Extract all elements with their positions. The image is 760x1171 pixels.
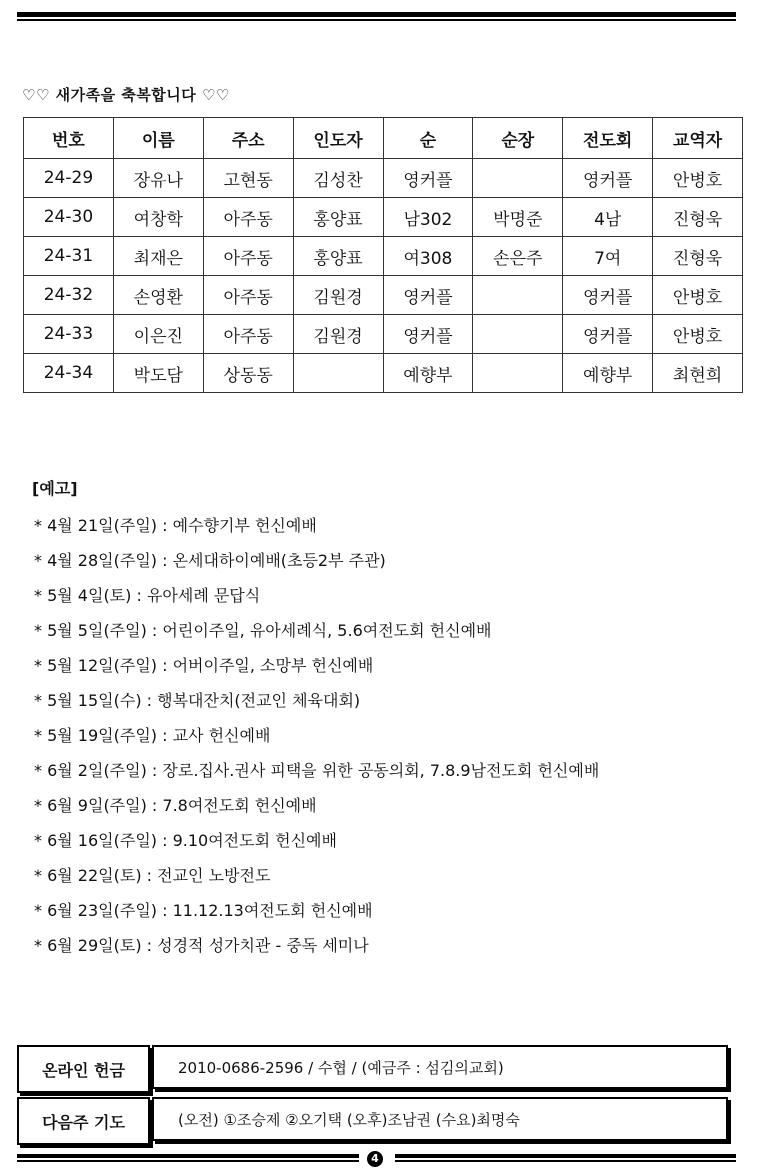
cell-name: 박도담 [113, 354, 203, 393]
cell-address: 아주동 [203, 276, 293, 315]
cell-guide: 홍양표 [293, 237, 383, 276]
cell-group: 예향부 [383, 354, 473, 393]
table-row [24, 237, 743, 276]
notice-list [34, 514, 599, 969]
cell-number: 24-29 [24, 159, 114, 198]
list-item: * 6월 29일(토) : 성경적 성가치관 - 중독 세미나 [34, 936, 369, 955]
cell-name: 여창학 [113, 198, 203, 237]
header-group: 순 [383, 118, 473, 159]
cell-address: 상동동 [203, 354, 293, 393]
table-row [24, 159, 743, 198]
cell-guide: 김성찬 [293, 159, 383, 198]
cell-pastor: 최현희 [653, 354, 743, 393]
list-item: * 6월 16일(주일) : 9.10여전도회 헌신예배 [34, 831, 337, 850]
cell-mission-society: 영커플 [563, 315, 653, 354]
table-row [24, 354, 743, 393]
list-item: * 4월 28일(주일) : 온세대하이예배(초등2부 주관) [34, 551, 386, 570]
table-row [24, 276, 743, 315]
cell-mission-society: 예향부 [563, 354, 653, 393]
new-family-heading: ♡♡ 새가족을 축복합니다 ♡♡ [22, 86, 230, 104]
bottom-border [17, 1153, 736, 1165]
cell-name: 손영환 [113, 276, 203, 315]
table-row [24, 315, 743, 354]
table-header-row [24, 118, 743, 159]
list-item: * 5월 12일(주일) : 어버이주일, 소망부 헌신예배 [34, 656, 374, 675]
cell-mission-society: 4남 [563, 198, 653, 237]
new-family-table [23, 117, 743, 393]
cell-group-leader: 박명준 [473, 198, 563, 237]
list-item: * 6월 9일(주일) : 7.8여전도회 헌신예배 [34, 796, 317, 815]
cell-guide: 김원경 [293, 315, 383, 354]
cell-number: 24-31 [24, 237, 114, 276]
cell-mission-society: 영커플 [563, 276, 653, 315]
online-offering-value: 2010-0686-2596 / 수협 / (예금주 : 섬김의교회) [152, 1045, 728, 1089]
cell-group: 영커플 [383, 276, 473, 315]
header-group-leader: 순장 [473, 118, 563, 159]
cell-mission-society: 영커플 [563, 159, 653, 198]
list-item: * 5월 19일(주일) : 교사 헌신예배 [34, 726, 271, 745]
cell-address: 고현동 [203, 159, 293, 198]
cell-guide: 김원경 [293, 276, 383, 315]
cell-group-leader [473, 354, 563, 393]
cell-group-leader [473, 276, 563, 315]
cell-group-leader: 손은주 [473, 237, 563, 276]
header-mission-society: 전도회 [563, 118, 653, 159]
list-item: * 5월 15일(수) : 행복대잔치(전교인 체육대회) [34, 691, 361, 710]
cell-address: 아주동 [203, 315, 293, 354]
list-item: * 5월 5일(주일) : 어린이주일, 유아세례식, 5.6여전도회 헌신예배 [34, 621, 492, 640]
list-item: * 6월 22일(토) : 전교인 노방전도 [34, 866, 271, 885]
top-border [17, 12, 736, 21]
list-item: * 6월 23일(주일) : 11.12.13여전도회 헌신예배 [34, 901, 373, 920]
cell-name: 최재은 [113, 237, 203, 276]
cell-pastor: 안병호 [653, 159, 743, 198]
cell-group-leader [473, 315, 563, 354]
next-week-prayer-label: 다음주 기도 [17, 1097, 150, 1145]
cell-pastor: 진형욱 [653, 237, 743, 276]
cell-number: 24-30 [24, 198, 114, 237]
list-item: * 4월 21일(주일) : 예수향기부 헌신예배 [34, 516, 317, 535]
header-guide: 인도자 [293, 118, 383, 159]
cell-address: 아주동 [203, 237, 293, 276]
header-name: 이름 [113, 118, 203, 159]
header-pastor: 교역자 [653, 118, 743, 159]
cell-group: 영커플 [383, 315, 473, 354]
cell-group: 영커플 [383, 159, 473, 198]
cell-address: 아주동 [203, 198, 293, 237]
online-offering-label: 온라인 헌금 [17, 1045, 150, 1093]
list-item: * 6월 2일(주일) : 장로.집사.권사 피택을 위한 공동의회, 7.8.9남전도회 헌신예배 [34, 761, 600, 780]
cell-name: 이은진 [113, 315, 203, 354]
cell-group: 여308 [383, 237, 473, 276]
list-item: * 5월 4일(토) : 유아세례 문답식 [34, 586, 261, 605]
header-number: 번호 [24, 118, 114, 159]
cell-pastor: 안병호 [653, 276, 743, 315]
cell-pastor: 진형욱 [653, 198, 743, 237]
cell-number: 24-34 [24, 354, 114, 393]
cell-number: 24-32 [24, 276, 114, 315]
cell-pastor: 안병호 [653, 315, 743, 354]
cell-group-leader [473, 159, 563, 198]
cell-mission-society: 7여 [563, 237, 653, 276]
cell-name: 장유나 [113, 159, 203, 198]
next-week-prayer-value: (오전) ①조승제 ②오기택 (오후)조남권 (수요)최명숙 [152, 1097, 728, 1141]
cell-guide [293, 354, 383, 393]
table-row [24, 198, 743, 237]
cell-group: 남302 [383, 198, 473, 237]
page-number: 4 [367, 1151, 383, 1167]
header-address: 주소 [203, 118, 293, 159]
cell-number: 24-33 [24, 315, 114, 354]
cell-guide: 홍양표 [293, 198, 383, 237]
notice-title: [예고] [32, 479, 78, 498]
